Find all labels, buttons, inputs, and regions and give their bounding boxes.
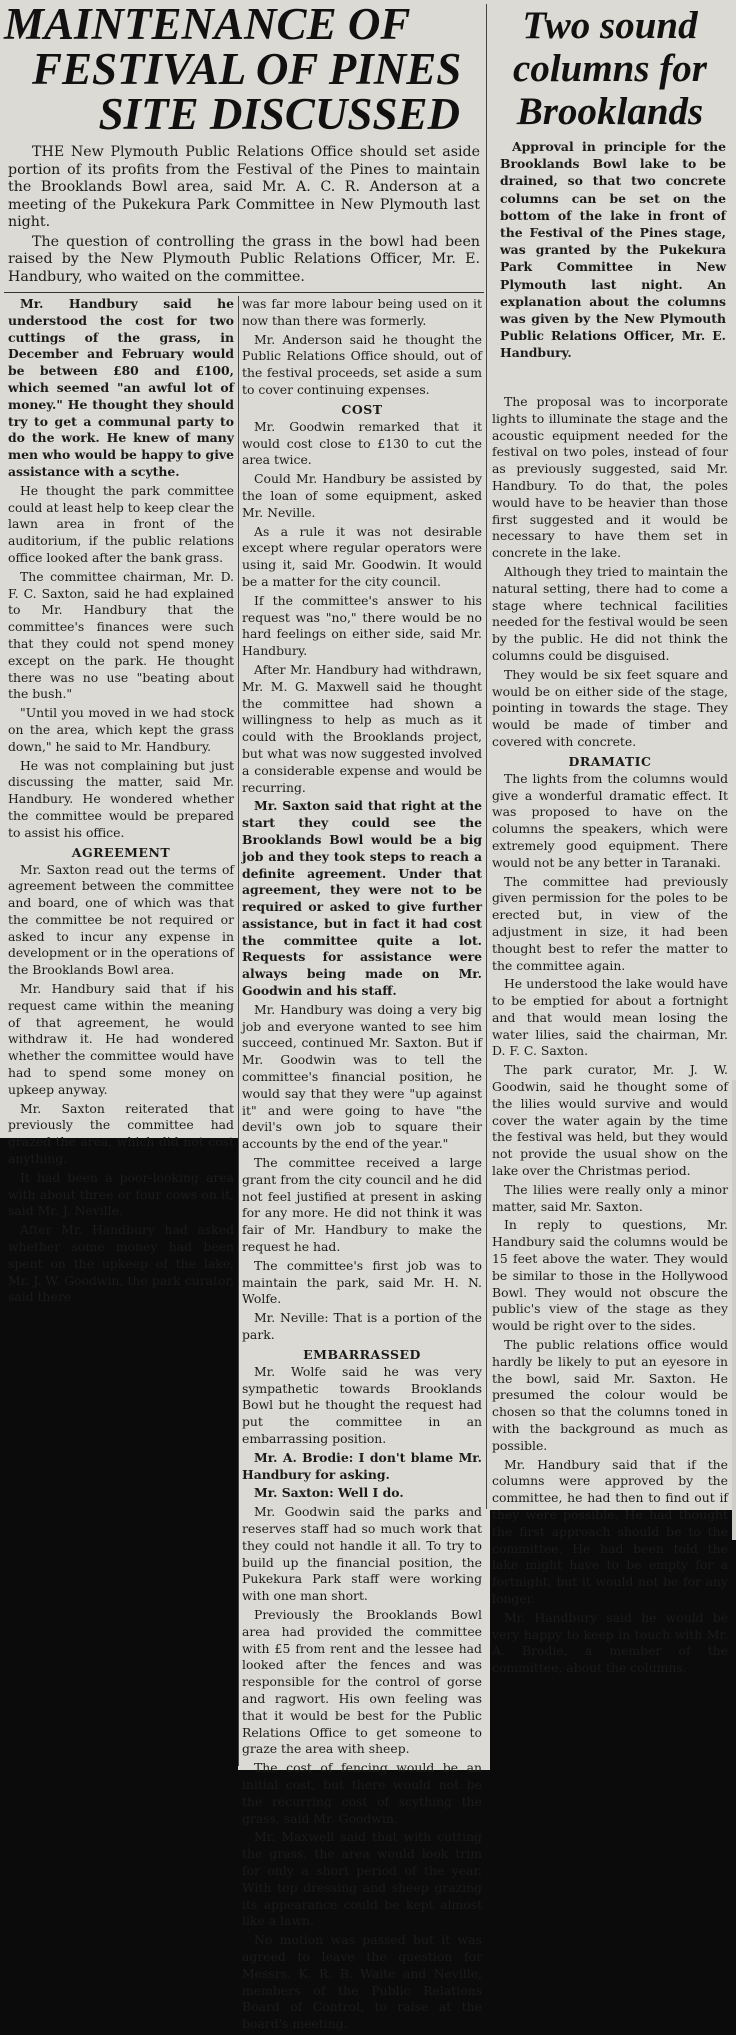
paragraph: After Mr. Handbury had asked whether some money had been spent on the upkeep of the lake, Mr. J. W. Goodwin, the park curator, said there — [8, 1222, 234, 1305]
left-article-column-1 — [8, 296, 234, 1308]
paragraph: Previously the Brooklands Bowl area had provided the committee with £5 from rent and the lessee had looked after the fences and was responsible for the control of gorse and ragwort. His own feeling was that it would be best for the Public Relations Office to get someone to graze the area with sheep. — [242, 1606, 482, 1757]
left-article-column-2 — [242, 296, 482, 2035]
left-headline-line-1: MAINTENANCE OF — [4, 0, 411, 49]
left-lead — [8, 144, 480, 288]
paragraph: The committee chairman, Mr. D. F. C. Saxton, said he had explained to Mr. Handbury that the committee's finances were such that they could not spend money except on the park. He thought there was no use "beating about the bush." — [8, 568, 234, 702]
lead-paragraph-1: THE New Plymouth Public Relations Office should set aside portion of its profits from the Festival of the Pines to maintain the Brooklands Bowl area, said Mr. A. C. R. Anderson at a meeting of the Pukekura Park Committee in New Plymouth last night. — [8, 144, 480, 230]
adjacent-column-edge — [732, 1080, 736, 1540]
subheading: COST — [341, 401, 383, 417]
right-headline — [492, 4, 728, 133]
left-headline-line-2: FESTIVAL OF PINES — [32, 44, 462, 94]
paragraph: Mr. Wolfe said he was very sympathetic towards Brooklands Bowl but he thought the request had put the committee in an embarrassing position. — [242, 1363, 482, 1446]
paragraph: Mr. Saxton: Well I do. — [254, 1485, 404, 1501]
right-headline-line-3: Brooklands — [516, 90, 704, 133]
right-headline-line-2: columns for — [513, 47, 707, 90]
paragraph: The lilies were really only a minor matter, said Mr. Saxton. — [492, 1181, 728, 1214]
paragraph: was far more labour being used on it now than there was formerly. — [242, 296, 482, 328]
paragraph: Mr. Anderson said he thought the Public Relations Office should, out of the festival proceeds, set aside a sum to cover continuing expenses. — [242, 331, 482, 397]
column-divider-1 — [238, 296, 239, 1766]
lead-divider — [4, 292, 484, 293]
paragraph: After Mr. Handbury had withdrawn, Mr. M. G. Maxwell said he thought the committee had shown a willingness to help as much as it could with the Brooklands project, but what was now suggested involved a considerable expense and would be recurring. — [242, 661, 482, 795]
paragraph: The park curator, Mr. J. W. Goodwin, said he thought some of the lilies would survive and would cover the water again by the time the festival was held, but they would not provide the usual show on the lake over the Christmas period. — [492, 1062, 728, 1179]
paragraph: Could Mr. Handbury be assisted by the loan of some equipment, asked Mr. Neville. — [242, 471, 482, 520]
paragraph: It had been a poor-looking area with about three or four cows on it, said Mr. J. Neville. — [8, 1169, 234, 1219]
paragraph: The lights from the columns would give a wonderful dramatic effect. It was proposed to have on the columns the speakers, which were extremely good equipment. There would not be any better in Taranaki. — [492, 770, 728, 870]
paragraph: They would be six feet square and would be on either side of the stage, pointing in towards the stage. They would be made of timber and covered with concrete. — [492, 666, 728, 749]
paragraph: Mr. Handbury said that if the columns were approved by the committee, he had then to find out if they were possible. He had thought the first approach should be to the committee. He had been told the lake might have to be empty for a fortnight, but it would not be for any longer. — [492, 1456, 728, 1606]
right-article-column — [492, 394, 728, 1679]
paragraph: Mr. A. Brodie: I don't blame Mr. Handbury for asking. — [242, 1449, 482, 1482]
paragraph: He understood the lake would have to be emptied for about a fortnight and that would mean losing the water lilies, said the chairman, Mr. D. F. C. Saxton. — [492, 976, 728, 1059]
subheading: AGREEMENT — [71, 844, 171, 860]
paragraph: The public relations office would hardly be likely to put an eyesore in the bowl, said Mr. Saxton. He presumed the colour would be chosen so that the columns toned in with the background as much as possible. — [492, 1337, 728, 1453]
lead-paragraph-2: The question of controlling the grass in the bowl had been raised by the New Plymouth Public Relations Officer, Mr. E. Handbury, who waited on the committee. — [8, 233, 480, 285]
subheading: DRAMATIC — [568, 753, 652, 769]
paragraph: Mr. Goodwin said the parks and reserves staff had so much work that they could not handle it all. To try to build up the financial position, the Pukekura Park staff were working with one man short. — [242, 1504, 482, 1604]
paragraph: Mr. Maxwell said that with cutting the grass, the area would look trim for only a short period of the year. With top dressing and sheep grazing its appearance could be kept almost like a lawn. — [242, 1829, 482, 1929]
paragraph: The cost of fencing would be an initial cost, but there would not be the recurring cost of scything the grass, said Mr. Goodwin. — [242, 1760, 482, 1826]
paragraph: Mr. Handbury said that if his request came within the meaning of that agreement, he would withdraw it. He had wondered whether the committee would have had to spend some money on upkeep anyway. — [8, 981, 234, 1097]
left-headline — [4, 2, 484, 137]
paragraph: Although they tried to maintain the natural setting, there had to come a stage where technical facilities needed for the festival would be seen by the public. He did not think the columns could be disguised. — [492, 563, 728, 663]
paragraph: Mr. Handbury was doing a very big job and everyone wanted to see him succeed, continued Mr. Saxton. But if Mr. Goodwin was to tell the committee's financial position, he would say that they were "up against it" and were going to have "the devil's own job to square their accounts by the end of the year." — [242, 1001, 482, 1152]
subheading: EMBARRASSED — [303, 1346, 421, 1362]
right-intro — [500, 138, 726, 362]
paragraph: Mr. Saxton said that right at the start they could see the Brooklands Bowl would be a big job and they took steps to reach a definite agreement. Under that agreement, they were not to be required or asked to give further assistance, but in fact it had cost the committee quite a lot. Requests for assistance were always being made on Mr. Goodwin and his staff. — [242, 798, 482, 999]
paragraph: "Until you moved in we had stock on the area, which kept the grass down," he said to Mr. Handbury. — [8, 705, 234, 754]
column-divider-2 — [486, 4, 487, 1509]
paragraph: Mr. Handbury said he would be very happy to keep in touch with Mr. A. Brodie, a member of the committee, about the columns. — [492, 1609, 728, 1676]
paragraph: Mr. Neville: That is a portion of the park. — [242, 1310, 482, 1343]
paragraph: Mr. Handbury said he understood the cost for two cuttings of the grass, in December and February would be between £80 and £100, which seemed "an awful lot of money." He thought they should try to get a communal party to do the work. He knew of many men who would be happy to give assistance with a scythe. — [8, 296, 234, 479]
paragraph: The committee had previously given permission for the poles to be erected but, in view of the adjustment in size, it had been thought best to refer the matter to the committee again. — [492, 873, 728, 973]
paragraph: If the committee's answer to his request was "no," there would be no hard feelings on either side, said Mr. Handbury. — [242, 592, 482, 659]
right-intro-paragraph: Approval in principle for the Brooklands Bowl lake to be drained, so that two concrete columns can be set on the bottom of the lake in front of the Festival of the Pines stage, was granted by the Pukekura Park Committee in New Plymouth last night. An explanation about the columns was given by the New Plymouth Public Relations Officer, Mr. E. Handbury. — [500, 139, 726, 361]
right-headline-line-1: Two sound — [522, 4, 698, 47]
paragraph: The committee received a large grant from the city council and he did not feel justified at present in asking for any more. He did not think it was fair of Mr. Handbury to make the request he had. — [242, 1155, 482, 1255]
paragraph: Mr. Saxton read out the terms of agreement between the committee and board, one of which was that the committee be not required or asked to incur any expense in development or in the operations of the Brooklands Bowl area. — [8, 861, 234, 978]
paragraph: The committee's first job was to maintain the park, said Mr. H. N. Wolfe. — [242, 1257, 482, 1307]
paragraph: The proposal was to incorporate lights to illuminate the stage and the acoustic equipment needed for the festival on two poles, instead of four as previously suggested, said Mr. Handbury. To do that, the poles would have to be heavier than those first suggested and it would be necessary to have them set in concrete in the lake. — [492, 394, 728, 561]
paragraph: As a rule it was not desirable except where regular operators were using it, said Mr. Goodwin. It would be a matter for the city council. — [242, 523, 482, 589]
paragraph: No motion was passed but it was agreed to leave the question for Messrs. K. R. B. Waite and Neville, members of the Public Relations Board of Control, to raise at the board's meeting. — [242, 1932, 482, 2032]
paragraph: Mr. Goodwin remarked that it would cost close to £130 to cut the area twice. — [242, 418, 482, 468]
left-headline-line-3: SITE DISCUSSED — [98, 89, 460, 139]
paragraph: In reply to questions, Mr. Handbury said the columns would be 15 feet above the water. They would be similar to those in the Hollywood Bowl. They would not obscure the public's view of the stage as they would be right over to the sides. — [492, 1217, 728, 1334]
paragraph: He was not complaining but just discussing the matter, said Mr. Handbury. He wondered whether the committee would be prepared to assist his office. — [8, 757, 234, 840]
paragraph: He thought the park committee could at least help to keep clear the lawn area in front of the auditorium, if the public relations office looked after the bank grass. — [8, 482, 234, 565]
paragraph: Mr. Saxton reiterated that previously the committee had grazed the area, which did not cost anything. — [8, 1100, 234, 1167]
